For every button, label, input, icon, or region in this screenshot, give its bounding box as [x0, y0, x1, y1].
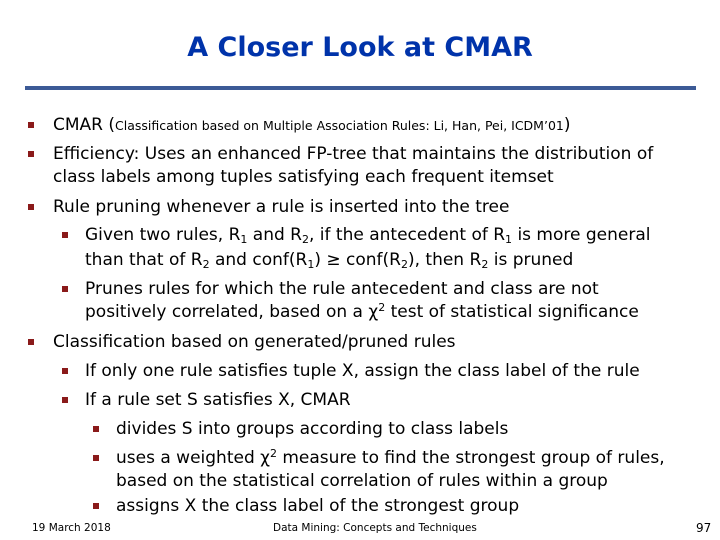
title-divider — [25, 86, 696, 90]
subsubbullet-assigns: assigns X the class label of the strongest group — [116, 496, 520, 516]
text-part: is more general — [512, 225, 651, 245]
subbullet-rule-set: If a rule set S satisfies X, CMAR — [85, 390, 351, 410]
text-part: and R — [247, 225, 302, 245]
bullet-cmar-close: ) — [563, 115, 571, 135]
square-bullet-icon — [62, 286, 68, 292]
subsubbullet-divides: divides S into groups according to class labels — [116, 419, 509, 439]
bullet-cmar — [53, 115, 570, 136]
subbullet-one-rule: If only one rule satisfies tuple X, assign the class label of the rule — [85, 361, 640, 381]
subbullet-two-rules-line1 — [85, 225, 651, 245]
square-bullet-icon — [62, 397, 68, 403]
footer-date: 19 March 2018 — [32, 522, 111, 534]
subscript: 1 — [240, 233, 248, 246]
subbullet-prunes-line1: Prunes rules for which the rule antecedent and class are not — [85, 279, 599, 299]
square-bullet-icon — [93, 503, 99, 509]
square-bullet-icon — [28, 122, 34, 128]
slide-title: A Closer Look at CMAR — [187, 32, 533, 63]
text-part: Given two rules, R — [85, 225, 241, 245]
footer-course: Data Mining: Concepts and Techniques — [273, 522, 477, 534]
bullet-efficiency-line1: Efficiency: Uses an enhanced FP-tree that maintains the distribution of — [53, 144, 654, 164]
text-part: ) ≥ conf(R — [314, 250, 401, 270]
text-part: uses a weighted χ — [116, 448, 270, 468]
subbullet-prunes-line2 — [85, 302, 639, 322]
text-part: , if the antecedent of R — [309, 225, 506, 245]
square-bullet-icon — [62, 232, 68, 238]
subsubbullet-weighted-line2: based on the statistical correlation of rules within a group — [116, 471, 608, 491]
subscript: 2 — [202, 258, 210, 271]
square-bullet-icon — [28, 151, 34, 157]
text-part: test of statistical significance — [385, 302, 639, 322]
subscript: 2 — [481, 258, 489, 271]
footer-page-number: 97 — [696, 521, 712, 535]
square-bullet-icon — [93, 426, 99, 432]
bullet-efficiency-line2: class labels among tuples satisfying each frequent itemset — [53, 167, 554, 187]
superscript: 2 — [269, 447, 277, 460]
bullet-rule-pruning: Rule pruning whenever a rule is inserted into the tree — [53, 197, 510, 217]
bullet-cmar-citation: Classification based on Multiple Association Rules: Li, Han, Pei, ICDM’01 — [115, 118, 564, 133]
bullet-classification: Classification based on generated/pruned rules — [53, 332, 456, 352]
subscript: 2 — [400, 258, 408, 271]
subbullet-two-rules-line2 — [85, 250, 573, 270]
subsubbullet-weighted-line1 — [116, 448, 665, 468]
superscript: 2 — [378, 301, 386, 314]
square-bullet-icon — [62, 368, 68, 374]
text-part: ), then R — [407, 250, 482, 270]
square-bullet-icon — [93, 455, 99, 461]
text-part: is pruned — [488, 250, 574, 270]
subscript: 2 — [302, 233, 309, 246]
subscript: 1 — [505, 233, 513, 246]
text-part: and conf(R — [209, 250, 308, 270]
square-bullet-icon — [28, 339, 34, 345]
text-part: positively correlated, based on a χ — [85, 302, 379, 322]
square-bullet-icon — [28, 204, 34, 210]
text-part: than that of R — [85, 250, 203, 270]
subscript: 1 — [307, 258, 315, 271]
bullet-cmar-text: CMAR ( — [53, 115, 116, 135]
text-part: measure to find the strongest group of rules, — [276, 448, 665, 468]
